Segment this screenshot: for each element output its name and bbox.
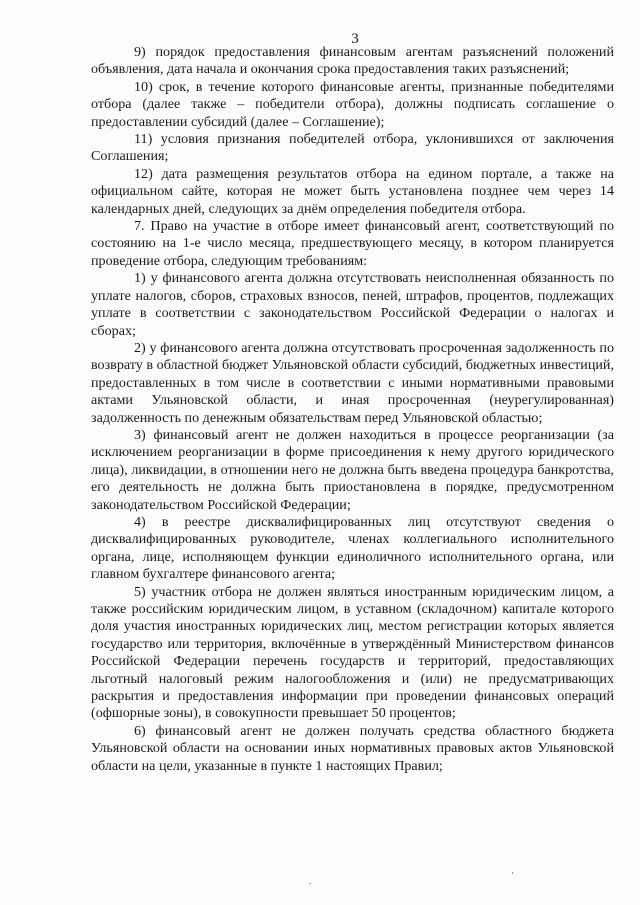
- document-body: [91, 44, 614, 775]
- paragraph-requirement-4: 4) в реестре дисквалифицированных лиц отсутствуют сведения о дисквалифицированных руководителе, членах коллегиального исполнительного органа, лице, исполняющем функции единоличного исполнительного органа, или главном бухгалтере финансового агента;: [91, 513, 614, 583]
- paragraph-requirement-5: 5) участник отбора не должен являться иностранным юридическим лицом, а также российским юридическим лицом, в уставном (складочном) капитале которого доля участия иностранных юридических лиц, местом регистрации которых является государство или территория, включённые в утверждённый Министерством финансов Российской Федерации перечень государств и территорий, предоставляющих льготный налоговый режим налогообложения и (или) не предусматривающих раскрытия и предоставления информации при проведении финансовых операций (офшорные зоны), в совокупности превышает 50 процентов;: [91, 583, 614, 722]
- paragraph-requirement-6: 6) финансовый агент не должен получать средства областного бюджета Ульяновской области на основании иных нормативных правовых актов Ульяновской области на цели, указанные в пункте 1 настоящих Правил;: [91, 722, 614, 774]
- paragraph-item-10: 10) срок, в течение которого финансовые агенты, признанные победителями отбора (далее также – победители отбора), должны подписать соглашение о предоставлении субсидий (далее – Соглашение);: [91, 78, 614, 130]
- paragraph-section-7: 7. Право на участие в отборе имеет финансовый агент, соответствующий по состоянию на 1-е число месяца, предшествующего месяцу, в котором планируется проведение отбора, следующим требованиям:: [91, 218, 614, 269]
- paragraph-requirement-3: 3) финансовый агент не должен находиться в процессе реорганизации (за исключением реорганизации в форме присоединения к нему другого юридического лица), ликвидации, в отношении него не должна быть введена процедура банкротства, его деятельность не должна быть приостановлена в порядке, предусмотренном законодательством Российской Федерации;: [91, 426, 614, 513]
- paragraph-requirement-2: 2) у финансового агента должна отсутствовать просроченная задолженность по возврату в областной бюджет Ульяновской области субсидий, бюджетных инвестиций, предоставленных в том числе в соответствии с иными нормативными правовыми актами Ульяновской области, и иная просроченная (неурегулированная) задолженность по денежным обязательствам перед Ульяновской областью;: [91, 339, 614, 426]
- page-number: 3: [351, 31, 359, 47]
- paragraph-requirement-1: 1) у финансового агента должна отсутствовать неисполненная обязанность по уплате налогов, сборов, страховых взносов, пеней, штрафов, процентов, подлежащих уплате в соответствии с законодательством Российской Федерации о налогах и сборах;: [91, 270, 614, 339]
- paragraph-item-9: 9) порядок предоставления финансовым агентам разъяснений положений объявления, дата начала и окончания срока предоставления таких разъяснений;: [91, 44, 614, 78]
- scan-speck: [309, 883, 311, 884]
- paragraph-item-11: 11) условия признания победителей отбора, уклонившихся от заключения Соглашения;: [91, 131, 614, 165]
- scan-speck: [512, 872, 513, 874]
- paragraph-item-12: 12) дата размещения результатов отбора на едином портале, а также на официальном сайте, которая не может быть установлена позднее чем через 14 календарных дней, следующих за днём определения победителя отбора.: [91, 165, 614, 217]
